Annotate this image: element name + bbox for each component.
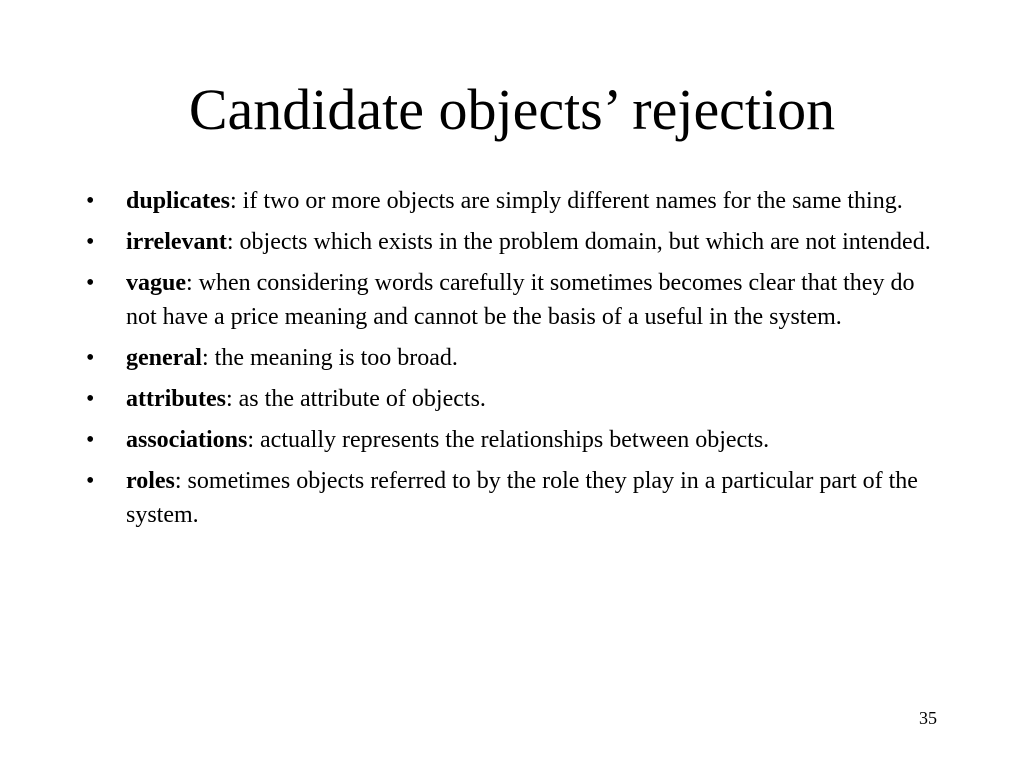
bullet-item-general [86,341,936,375]
bullet-term: attributes [126,386,226,412]
bullet-text: : objects which exists in the problem domain, but which are not intended. [226,229,931,255]
bullet-icon: • [86,345,95,371]
bullet-text: : the meaning is too broad. [201,345,458,371]
bullet-item-irrelevant [86,225,936,259]
bullet-icon: • [86,468,95,494]
bullet-term: general [126,345,202,371]
bullet-icon: • [86,386,95,412]
bullet-term: duplicates [126,188,231,214]
bullet-item-duplicates [86,184,936,218]
bullet-term: vague [126,270,186,296]
bullet-term: irrelevant [126,229,227,255]
bullet-icon: • [86,427,95,453]
bullet-item-associations [86,423,936,457]
bullet-item-vague [86,266,936,334]
bullet-text: : when considering words carefully it sometimes becomes clear that they do not have a price meaning and cannot be the basis of a useful in the system. [126,270,915,330]
bullet-icon: • [86,188,95,214]
page-number: 35 [919,708,937,728]
bullet-text: : as the attribute of objects. [225,386,486,412]
bullet-text: : if two or more objects are simply different names for the same thing. [230,188,903,214]
bullet-text: : actually represents the relationships between objects. [247,427,770,453]
bullet-icon: • [86,229,95,255]
bullet-item-roles [86,464,936,532]
bullet-text: : sometimes objects referred to by the role they play in a particular part of the system. [126,468,918,528]
bullet-term: associations [126,427,248,453]
bullet-list [86,184,936,539]
bullet-item-attributes [86,382,936,416]
bullet-icon: • [86,270,95,296]
bullet-term: roles [126,468,175,494]
slide-title: Candidate objects’ rejection [188,77,836,142]
